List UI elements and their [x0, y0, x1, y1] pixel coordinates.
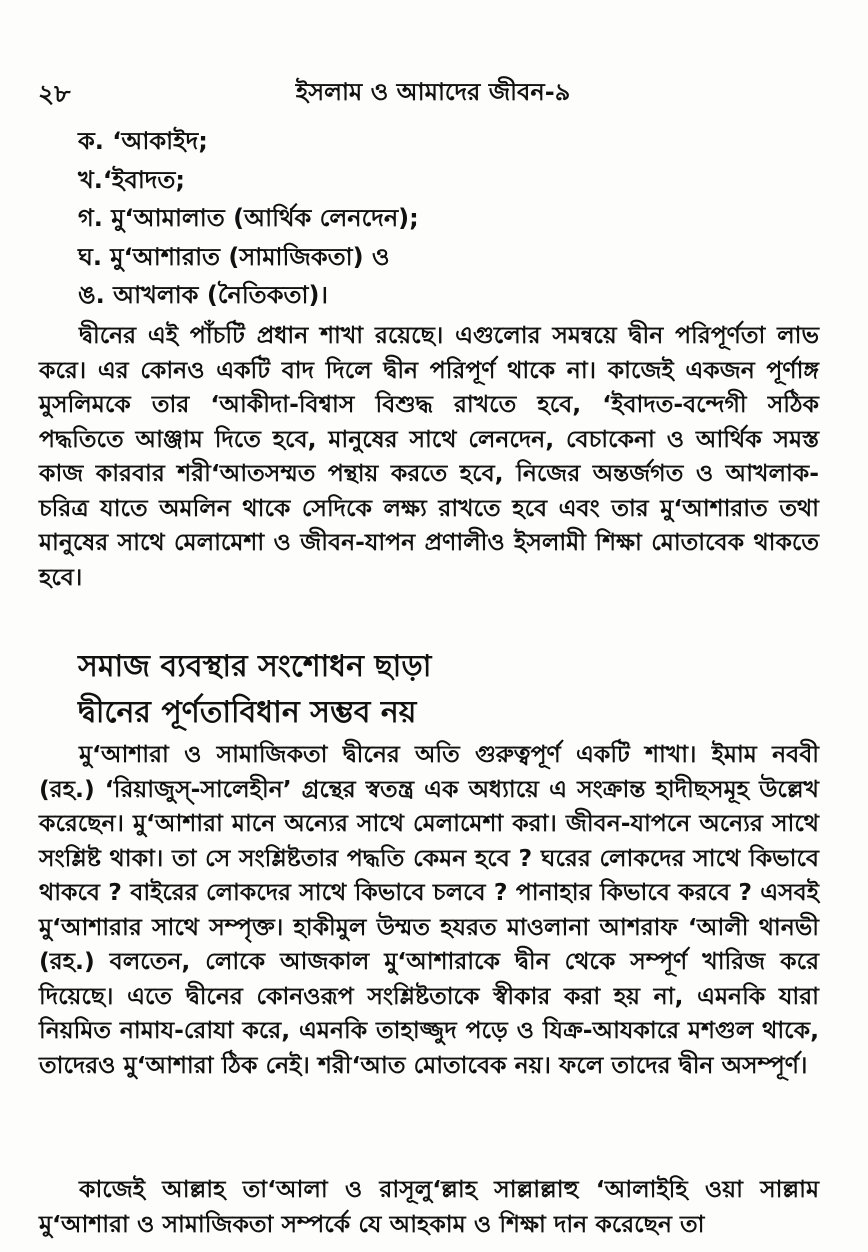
list-item: ঘ. মু‘আশারাত (সামাজিকতা) ও [78, 242, 390, 271]
list-item: ঙ. আখলাক (নৈতিকতা)। [78, 281, 329, 309]
body-paragraph: মু‘আশারা ও সামাজিকতা দ্বীনের অতি গুরুত্বপূর্ণ একটি শাখা। ইমাম নববী (রহ.) ‘রিয়াজুস্-সালেহীন’ গ্রন্থের স্বতন্ত্র এক অধ্যায়ে এ সংক্রান্ত হাদীছসমূহ উল্লেখ করেছেন। মু‘আশারা মানে অন্যের সাথে মেলামেশা করা। জীবন-যাপনে অন্যের সাথে সংশ্লিষ্ট থাকা। তা সে সংশ্লিষ্টতার পদ্ধতি কেমন হবে ? ঘরের লোকদের সাথে কিভাবে থাকবে ? বাইরের লোকদের সাথে কিভাবে চলবে ? পানাহার কিভাবে করবে ? এসবই মু‘আশারার সাথে সম্পৃক্ত। হাকীমুল উম্মত হযরত মাওলানা আশরাফ ‘আলী থানভী (রহ.) বলতেন, লোকে আজকাল মু‘আশারাকে দ্বীন থেকে সম্পূর্ণ খারিজ করে দিয়েছে। এতে দ্বীনের কোনওরূপ সংশ্লিষ্টতাকে স্বীকার করা হয় না, এমনকি যারা নিয়মিত নামায-রোযা করে, এমনকি তাহাজ্জুদ পড়ে ও যিক্র-আযকারে মশগুল থাকে, তাদেরও মু‘আশারা ঠিক নেই। শরী‘আত মোতাবেক নয়। ফলে তাদের দ্বীন অসম্পূর্ণ। [39, 740, 819, 1079]
section-heading-line: দ্বীনের পূর্ণতাবিধান সম্ভব নয় [78, 695, 417, 730]
list-item: ক. ‘আকাইদ; [78, 127, 208, 155]
section-heading-line: সমাজ ব্যবস্থার সংশোধন ছাড়া [78, 649, 432, 684]
branches-list [78, 122, 419, 315]
list-item: গ. মু‘আমালাত (আর্থিক লেনদেন); [78, 204, 419, 232]
page-number: ২৮ [38, 79, 71, 108]
section-heading [78, 644, 818, 736]
list-item: খ.‘ইবাদত; [78, 165, 186, 194]
body-paragraph: দ্বীনের এই পাঁচটি প্রধান শাখা রয়েছে। এগুলোর সমন্বয়ে দ্বীন পরিপূর্ণতা লাভ করে। এর কোনও একটি বাদ দিলে দ্বীন পরিপূর্ণ থাকে না। কাজেই একজন পূর্ণাঙ্গ মুসলিমকে তার ‘আকীদা-বিশ্বাস বিশুদ্ধ রাখতে হবে, ‘ইবাদত-বন্দেগী সঠিক পদ্ধতিতে আঞ্জাম দিতে হবে, মানুষের সাথে লেনদেন, বেচাকেনা ও আর্থিক সমস্ত কাজ কারবার শরী‘আতসম্মত পন্থায় করতে হবে, নিজের অন্তর্জগত ও আখলাক-চরিত্র যাতে অমলিন থাকে সেদিকে লক্ষ্য রাখতে হবে এবং তার মু‘আশারাত তথা মানুষের সাথে মেলামেশা ও জীবন-যাপন প্রণালীও ইসলামী শিক্ষা মোতাবেক থাকতে হবে। [39, 321, 819, 591]
page-header [38, 74, 828, 110]
running-title: ইসলাম ও আমাদের জীবন-৯ [295, 78, 571, 106]
body-paragraph: কাজেই আল্লাহ তা‘আলা ও রাসূলু‘ল্লাহ সাল্লাল্লাহু ‘আলাইহি ওয়া সাল্লাম মু‘আশারা ও সামাজিকতা সম্পর্কে যে আহকাম ও শিক্ষা দান করেছেন তা [39, 1175, 819, 1238]
